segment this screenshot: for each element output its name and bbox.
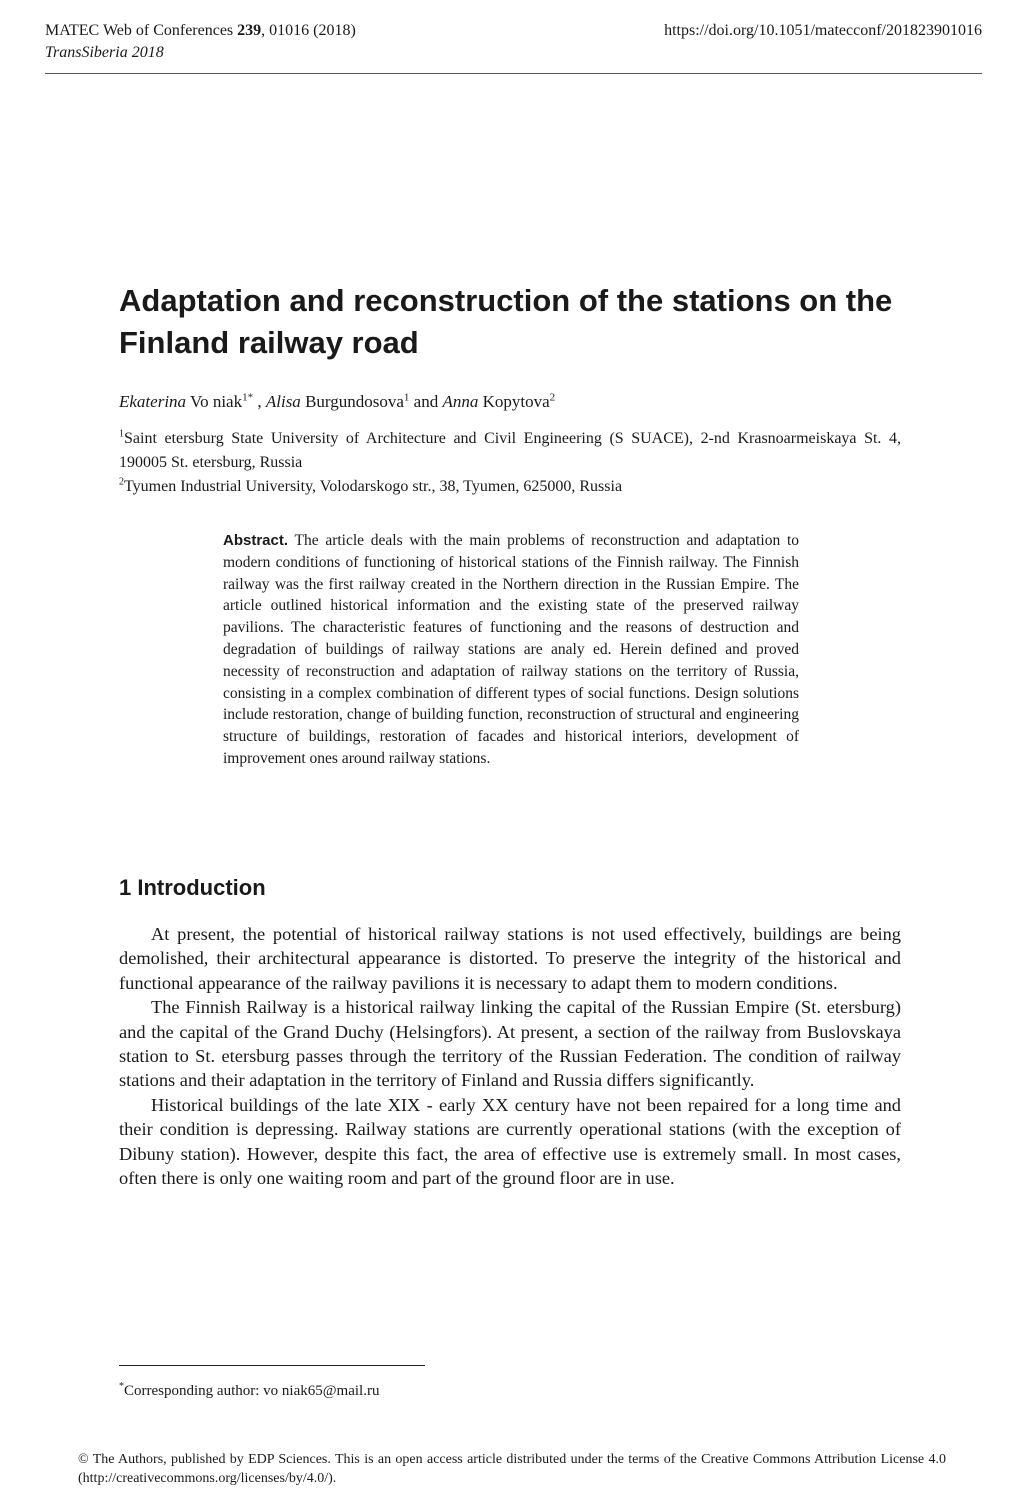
author-separator-and: and	[409, 392, 443, 411]
article-info: , 01016 (2018)	[261, 22, 356, 39]
conference-series: TransSiberia 2018	[45, 44, 164, 61]
author-1-last: Vo niak	[190, 392, 243, 411]
section-body	[119, 922, 901, 1190]
affiliation-2-num: 2	[119, 476, 124, 488]
author-separator-comma: ,	[253, 392, 266, 411]
paragraph: At present, the potential of historical railway stations is not used effectively, buildings are being demolished, their architectural appearance is distorted. To preserve the integrity of the historical and functional appearance of the railway pavilions it is necessary to adapt them to modern conditions.	[119, 924, 901, 993]
author-1-first: Ekaterina	[119, 392, 187, 411]
doi-link[interactable]: https://doi.org/10.1051/matecconf/201823901016	[664, 22, 982, 39]
affiliation-2-text: Tyumen Industrial University, Volodarskogo str., 38, Tyumen, 625000, Russia	[124, 478, 623, 495]
footnote-divider	[119, 1365, 425, 1366]
author-list	[119, 390, 909, 414]
affiliation-2	[119, 475, 901, 499]
author-2-last: Burgundosova	[305, 392, 404, 411]
paragraph: Historical buildings of the late XIX - early XX century have not been repaired for a long time and their condition is depressing. Railway stations are currently operational stations (with the exception of Dibuny station). However, despite this fact, the area of effective use is extremely small. In most cases, often there is only one waiting room and part of the ground floor are in use.	[119, 1094, 901, 1189]
affiliations	[119, 427, 901, 499]
abstract	[223, 530, 799, 770]
author-3-first: Anna	[442, 392, 479, 411]
author-3-last: Kopytova	[482, 392, 550, 411]
header-divider	[45, 73, 982, 74]
footnote-text: Corresponding author: vo niak65@mail.ru	[124, 1383, 380, 1399]
journal-name: MATEC Web of Conferences	[45, 22, 238, 39]
footnote	[119, 1380, 379, 1402]
abstract-text: The article deals with the main problems of reconstruction and adaptation to modern conditions of functioning of historical stations of the Finnish railway. The Finnish railway was the first railway created in the Northern direction in the Russian Empire. The article outlined historical information and the existing state of the preserved railway pavilions. The characteristic features of functioning and the reasons of destruction and degradation of buildings of railway stations are analy ed. Herein defined and proved necessity of reconstruction and adaptation of railway stations on the territory of Russia, consisting in a complex combination of different types of social functions. Design solutions include restoration, change of building function, reconstruction of structural and engineering structure of buildings, restoration of facades and historical interiors, development of improvement ones around railway stations.	[223, 532, 799, 767]
abstract-label: Abstract.	[223, 532, 289, 549]
author-3-affil: 2	[549, 391, 556, 404]
affiliation-1-text: Saint etersburg State University of Architecture and Civil Engineering (S SUACE), 2-nd Krasnoarmeiskaya St. 4, 190005 St. etersburg, Russia	[119, 430, 901, 471]
author-2-affil: 1	[403, 391, 410, 404]
author-2-first: Alisa	[265, 392, 301, 411]
affiliation-1-num: 1	[119, 428, 124, 440]
paper-title: Adaptation and reconstruction of the stations on the Finland railway road	[119, 283, 893, 360]
section-heading: 1 Introduction	[119, 875, 266, 900]
corresponding-mark: *	[247, 391, 254, 404]
license-notice: © The Authors, published by EDP Sciences. This is an open access article distributed under the terms of the Creative Commons Attribution License 4.0 (http://creativecommons.org/licenses/by/4.0/).	[78, 1452, 946, 1486]
affiliation-1	[119, 427, 901, 475]
footnote-mark: *	[119, 1381, 124, 1392]
running-header-left	[45, 20, 356, 64]
paragraph: The Finnish Railway is a historical railway linking the capital of the Russian Empire (St. etersburg) and the capital of the Grand Duchy (Helsingfors). At present, a section of the railway from Buslovskaya station to St. etersburg passes through the territory of the Russian Federation. The condition of railway stations and their adaptation in the territory of Finland and Russia differs significantly.	[119, 997, 901, 1091]
journal-volume: 239	[237, 22, 262, 39]
author-1-affil: 1	[242, 391, 248, 404]
